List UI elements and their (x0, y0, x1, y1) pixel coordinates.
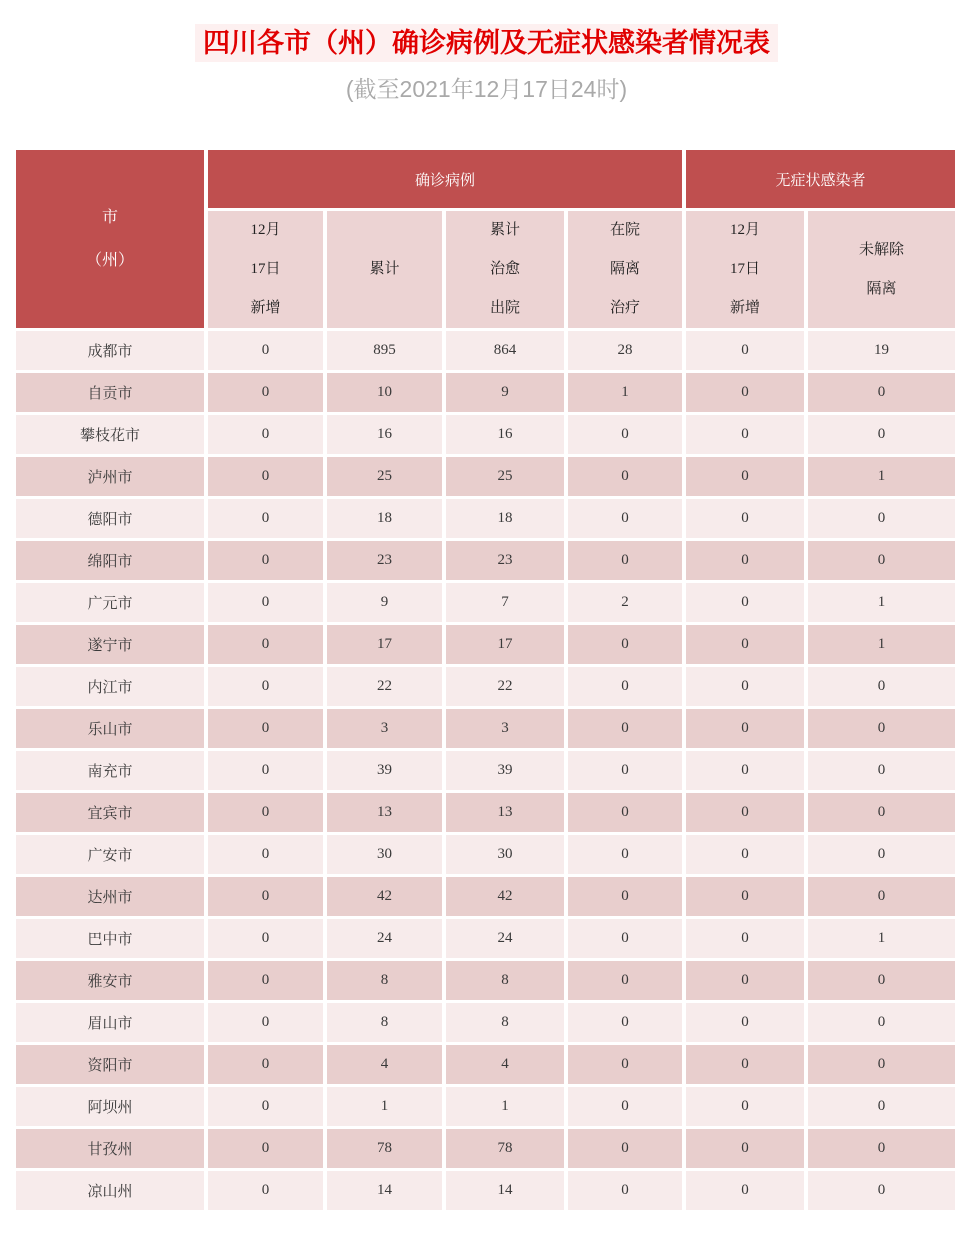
value-cell: 0 (208, 457, 323, 496)
value-cell: 0 (208, 835, 323, 874)
value-cell: 18 (327, 499, 442, 538)
value-cell: 4 (327, 1045, 442, 1084)
value-cell: 14 (327, 1171, 442, 1210)
value-cell: 0 (208, 877, 323, 916)
city-cell: 南充市 (16, 751, 204, 790)
value-cell: 0 (208, 415, 323, 454)
value-cell: 0 (686, 877, 804, 916)
value-cell: 0 (808, 499, 955, 538)
value-cell: 0 (208, 1171, 323, 1210)
value-cell: 0 (568, 919, 682, 958)
group-header-confirmed-cases: 确诊病例 (208, 150, 682, 208)
value-cell: 0 (808, 793, 955, 832)
city-cell: 雅安市 (16, 961, 204, 1000)
table-row (16, 709, 955, 748)
sub-header-line: 出院 (489, 300, 520, 316)
value-cell: 0 (808, 1003, 955, 1042)
value-cell: 19 (808, 331, 955, 370)
covid-data-table (12, 147, 959, 1213)
sub-header-line: 累计 (369, 261, 400, 277)
value-cell: 0 (208, 709, 323, 748)
value-cell: 17 (446, 625, 564, 664)
sub-header-line: 新增 (730, 300, 761, 316)
sub-header-line: 隔离 (610, 261, 641, 277)
city-column-header (16, 150, 204, 328)
value-cell: 9 (327, 583, 442, 622)
table-row (16, 499, 955, 538)
table-body (16, 331, 955, 1210)
table-row (16, 373, 955, 412)
value-cell: 0 (568, 1003, 682, 1042)
value-cell: 10 (327, 373, 442, 412)
table-row (16, 541, 955, 580)
value-cell: 0 (686, 457, 804, 496)
value-cell: 2 (568, 583, 682, 622)
table-row (16, 1087, 955, 1126)
value-cell: 0 (568, 457, 682, 496)
value-cell: 0 (208, 667, 323, 706)
value-cell: 30 (327, 835, 442, 874)
value-cell: 25 (446, 457, 564, 496)
value-cell: 0 (568, 625, 682, 664)
value-cell: 0 (208, 751, 323, 790)
value-cell: 0 (208, 541, 323, 580)
value-cell: 0 (808, 751, 955, 790)
value-cell: 0 (686, 919, 804, 958)
value-cell: 30 (446, 835, 564, 874)
sub-header-line: 治疗 (610, 300, 641, 316)
table-row (16, 625, 955, 664)
city-cell: 宜宾市 (16, 793, 204, 832)
value-cell: 25 (327, 457, 442, 496)
value-cell: 0 (686, 667, 804, 706)
value-cell: 78 (327, 1129, 442, 1168)
sub-header-cell-2 (446, 211, 564, 328)
value-cell: 16 (327, 415, 442, 454)
table-row (16, 1171, 955, 1210)
value-cell: 0 (568, 1087, 682, 1126)
value-cell: 0 (808, 877, 955, 916)
value-cell: 22 (446, 667, 564, 706)
value-cell: 895 (327, 331, 442, 370)
value-cell: 23 (446, 541, 564, 580)
value-cell: 0 (686, 793, 804, 832)
value-cell: 28 (568, 331, 682, 370)
table-row (16, 583, 955, 622)
value-cell: 0 (208, 583, 323, 622)
value-cell: 0 (568, 1171, 682, 1210)
value-cell: 18 (446, 499, 564, 538)
sub-header-line: 未解除 (859, 241, 905, 258)
value-cell: 0 (686, 751, 804, 790)
value-cell: 0 (568, 667, 682, 706)
group-header-asymptomatic: 无症状感染者 (686, 150, 955, 208)
value-cell: 0 (686, 1003, 804, 1042)
city-column-header-line2: （州） (85, 252, 134, 269)
city-cell: 资阳市 (16, 1045, 204, 1084)
value-cell: 39 (446, 751, 564, 790)
value-cell: 0 (208, 331, 323, 370)
value-cell: 0 (208, 625, 323, 664)
city-cell: 成都市 (16, 331, 204, 370)
table-row (16, 835, 955, 874)
value-cell: 13 (327, 793, 442, 832)
value-cell: 0 (808, 541, 955, 580)
city-cell: 阿坝州 (16, 1087, 204, 1126)
page-title-text: 四川各市（州）确诊病例及无症状感染者情况表 (195, 24, 778, 62)
value-cell: 0 (208, 793, 323, 832)
value-cell: 0 (686, 583, 804, 622)
sub-header-line: 隔离 (866, 280, 897, 297)
value-cell: 0 (808, 1129, 955, 1168)
value-cell: 23 (327, 541, 442, 580)
value-cell: 0 (568, 961, 682, 1000)
city-cell: 泸州市 (16, 457, 204, 496)
table-row (16, 667, 955, 706)
city-cell: 德阳市 (16, 499, 204, 538)
value-cell: 4 (446, 1045, 564, 1084)
value-cell: 1 (568, 373, 682, 412)
value-cell: 8 (327, 1003, 442, 1042)
value-cell: 0 (808, 1087, 955, 1126)
value-cell: 0 (808, 835, 955, 874)
value-cell: 864 (446, 331, 564, 370)
value-cell: 1 (808, 625, 955, 664)
sub-header-line: 新增 (250, 300, 281, 316)
value-cell: 0 (208, 373, 323, 412)
group-header-row (16, 150, 955, 208)
value-cell: 0 (808, 961, 955, 1000)
sub-header-cell-1 (327, 211, 442, 328)
value-cell: 7 (446, 583, 564, 622)
sub-header-line: 12月 (730, 222, 761, 238)
value-cell: 0 (686, 331, 804, 370)
value-cell: 0 (686, 415, 804, 454)
sub-header-line: 在院 (610, 222, 641, 238)
value-cell: 0 (686, 961, 804, 1000)
city-cell: 遂宁市 (16, 625, 204, 664)
value-cell: 0 (568, 541, 682, 580)
sub-header-line: 治愈 (489, 261, 520, 277)
value-cell: 1 (446, 1087, 564, 1126)
sub-header-line: 12月 (250, 222, 281, 238)
value-cell: 0 (568, 793, 682, 832)
city-cell: 巴中市 (16, 919, 204, 958)
city-cell: 凉山州 (16, 1171, 204, 1210)
value-cell: 0 (686, 499, 804, 538)
value-cell: 0 (686, 1087, 804, 1126)
page-header (0, 0, 973, 102)
table-row (16, 919, 955, 958)
city-column-header-line1: 市 (101, 209, 118, 226)
city-cell: 甘孜州 (16, 1129, 204, 1168)
value-cell: 0 (686, 1129, 804, 1168)
value-cell: 0 (808, 1171, 955, 1210)
sub-header-line: 17日 (250, 261, 281, 277)
table-row (16, 751, 955, 790)
value-cell: 39 (327, 751, 442, 790)
page-subtitle: (截至2021年12月17日24时) (345, 76, 628, 102)
value-cell: 8 (446, 961, 564, 1000)
value-cell: 42 (327, 877, 442, 916)
value-cell: 14 (446, 1171, 564, 1210)
table-row (16, 961, 955, 1000)
value-cell: 24 (327, 919, 442, 958)
city-cell: 绵阳市 (16, 541, 204, 580)
value-cell: 0 (568, 709, 682, 748)
value-cell: 0 (208, 1087, 323, 1126)
sub-header-cell-5 (808, 211, 955, 328)
value-cell: 0 (686, 835, 804, 874)
table-row (16, 1045, 955, 1084)
sub-header-line: 17日 (730, 261, 761, 277)
value-cell: 3 (327, 709, 442, 748)
value-cell: 0 (568, 499, 682, 538)
value-cell: 0 (686, 373, 804, 412)
value-cell: 0 (208, 961, 323, 1000)
value-cell: 0 (568, 835, 682, 874)
value-cell: 1 (327, 1087, 442, 1126)
value-cell: 17 (327, 625, 442, 664)
value-cell: 0 (686, 541, 804, 580)
city-cell: 内江市 (16, 667, 204, 706)
sub-header-cell-0 (208, 211, 323, 328)
table-row (16, 1129, 955, 1168)
value-cell: 0 (568, 1045, 682, 1084)
page-title (0, 24, 973, 62)
value-cell: 1 (808, 919, 955, 958)
value-cell: 8 (327, 961, 442, 1000)
table-row (16, 1003, 955, 1042)
value-cell: 0 (568, 415, 682, 454)
value-cell: 16 (446, 415, 564, 454)
value-cell: 3 (446, 709, 564, 748)
value-cell: 0 (808, 373, 955, 412)
city-cell: 眉山市 (16, 1003, 204, 1042)
value-cell: 0 (568, 751, 682, 790)
value-cell: 0 (808, 1045, 955, 1084)
value-cell: 0 (686, 1045, 804, 1084)
value-cell: 0 (686, 625, 804, 664)
city-cell: 广元市 (16, 583, 204, 622)
value-cell: 0 (208, 1003, 323, 1042)
value-cell: 0 (208, 499, 323, 538)
city-cell: 攀枝花市 (16, 415, 204, 454)
table-row (16, 793, 955, 832)
table-row (16, 457, 955, 496)
value-cell: 1 (808, 457, 955, 496)
value-cell: 8 (446, 1003, 564, 1042)
table-row (16, 331, 955, 370)
sub-header-cell-4 (686, 211, 804, 328)
value-cell: 13 (446, 793, 564, 832)
table-row (16, 415, 955, 454)
city-cell: 乐山市 (16, 709, 204, 748)
value-cell: 0 (808, 415, 955, 454)
value-cell: 0 (208, 1045, 323, 1084)
value-cell: 42 (446, 877, 564, 916)
value-cell: 0 (808, 709, 955, 748)
city-cell: 自贡市 (16, 373, 204, 412)
table-row (16, 877, 955, 916)
city-cell: 广安市 (16, 835, 204, 874)
value-cell: 0 (208, 1129, 323, 1168)
value-cell: 0 (568, 877, 682, 916)
sub-header-cell-3 (568, 211, 682, 328)
value-cell: 22 (327, 667, 442, 706)
value-cell: 0 (686, 1171, 804, 1210)
value-cell: 24 (446, 919, 564, 958)
city-cell: 达州市 (16, 877, 204, 916)
value-cell: 9 (446, 373, 564, 412)
value-cell: 0 (208, 919, 323, 958)
value-cell: 1 (808, 583, 955, 622)
sub-header-line: 累计 (489, 222, 520, 238)
value-cell: 0 (808, 667, 955, 706)
value-cell: 0 (686, 709, 804, 748)
value-cell: 0 (568, 1129, 682, 1168)
value-cell: 78 (446, 1129, 564, 1168)
